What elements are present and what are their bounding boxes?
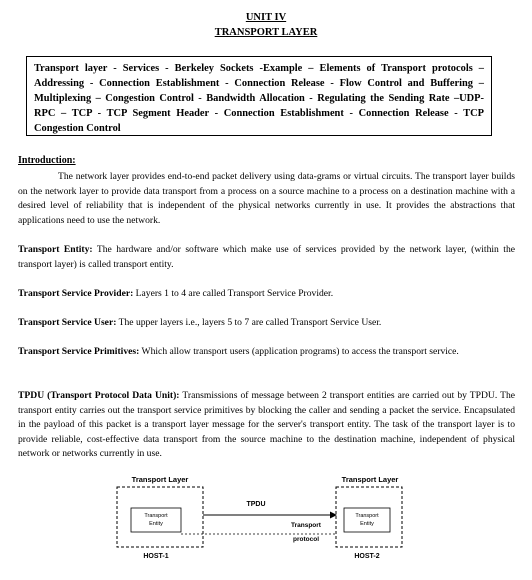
- host2-entity-line2: Entity: [360, 521, 374, 527]
- definition-text: The hardware and/or software which make use of services provided by the network layer, (within the transport layer) is called transport entity.: [18, 244, 516, 270]
- definition-tpdu: [18, 389, 515, 462]
- host2-label: HOST-2: [354, 553, 380, 560]
- host2-layer-label: Transport Layer: [341, 475, 399, 484]
- host2-entity-line1: Transport: [355, 513, 379, 519]
- protocol-label-line1: Transport: [291, 522, 321, 529]
- tpdu-label: TPDU: [246, 501, 266, 508]
- definition-term: Transport Entity:: [18, 244, 93, 255]
- transport-layer-diagram: [0, 470, 532, 580]
- syllabus-box: Transport layer - Services - Berkeley Sockets -Example – Elements of Transport protocols – Addressing - Connection Establishment - Connection Release - Flow Control and Buffering – Multiplexing – Congestion Control - Bandwidth Allocation - Regulating the Sending Rate –UDP- RPC – TCP - TCP Segment Header - Connection Establishment - Connection Release - TCP Congestion Control: [26, 56, 492, 136]
- host1-entity-box: [131, 508, 181, 532]
- host1-label: HOST-1: [143, 553, 169, 560]
- host1-entity-line1: Transport: [144, 513, 168, 519]
- unit-title: TRANSPORT LAYER: [214, 27, 318, 38]
- host1-entity-line2: Entity: [149, 521, 163, 527]
- definition-text: Layers 1 to 4 are called Transport Service Provider.: [133, 288, 334, 299]
- definition-term: TPDU (Transport Protocol Data Unit):: [18, 390, 180, 401]
- definition-transport-service-user: [18, 316, 515, 331]
- definition-transport-entity: [18, 243, 515, 272]
- definition-text: Transmissions of message between 2 transport entities are carried out by TPDU. The transport entity carries out the transport service primitives by blocking the caller and sending a packet the service. Encapsulated in the payload of this packet is a transport layer message for the server's transport entity. The task of the transport layer is to provide reliable, cost-effective data transport from the source machine to the destination machine, independent of physical network or networks currently in use.: [18, 390, 515, 460]
- introduction-heading: Introduction:: [18, 155, 76, 166]
- definition-term: Transport Service Provider:: [18, 288, 134, 299]
- unit-number: UNIT IV: [245, 12, 287, 23]
- definition-text: The upper layers i.e., layers 5 to 7 are called Transport Service User.: [116, 317, 382, 328]
- host1-layer-label: Transport Layer: [131, 475, 189, 484]
- protocol-label-line2: protocol: [293, 536, 319, 543]
- definition-transport-service-provider: [18, 287, 515, 302]
- definition-term: Transport Service Primitives:: [18, 346, 140, 357]
- definition-term: Transport Service User:: [18, 317, 117, 328]
- introduction-text: The network layer provides end-to-end packet delivery using data-grams or virtual circuits. The transport layer builds on the network layer to provide data transport from a process on a source machine to a process on a destination machine with a desired level of reliability that is independent of the physical networks currently in use. It provides the abstractions that applications need to use the network.: [18, 171, 515, 226]
- definition-text: Which allow transport users (application programs) to access the transport service.: [139, 346, 459, 357]
- definition-transport-service-primitives: [18, 345, 515, 360]
- host2-entity-box: [344, 508, 390, 532]
